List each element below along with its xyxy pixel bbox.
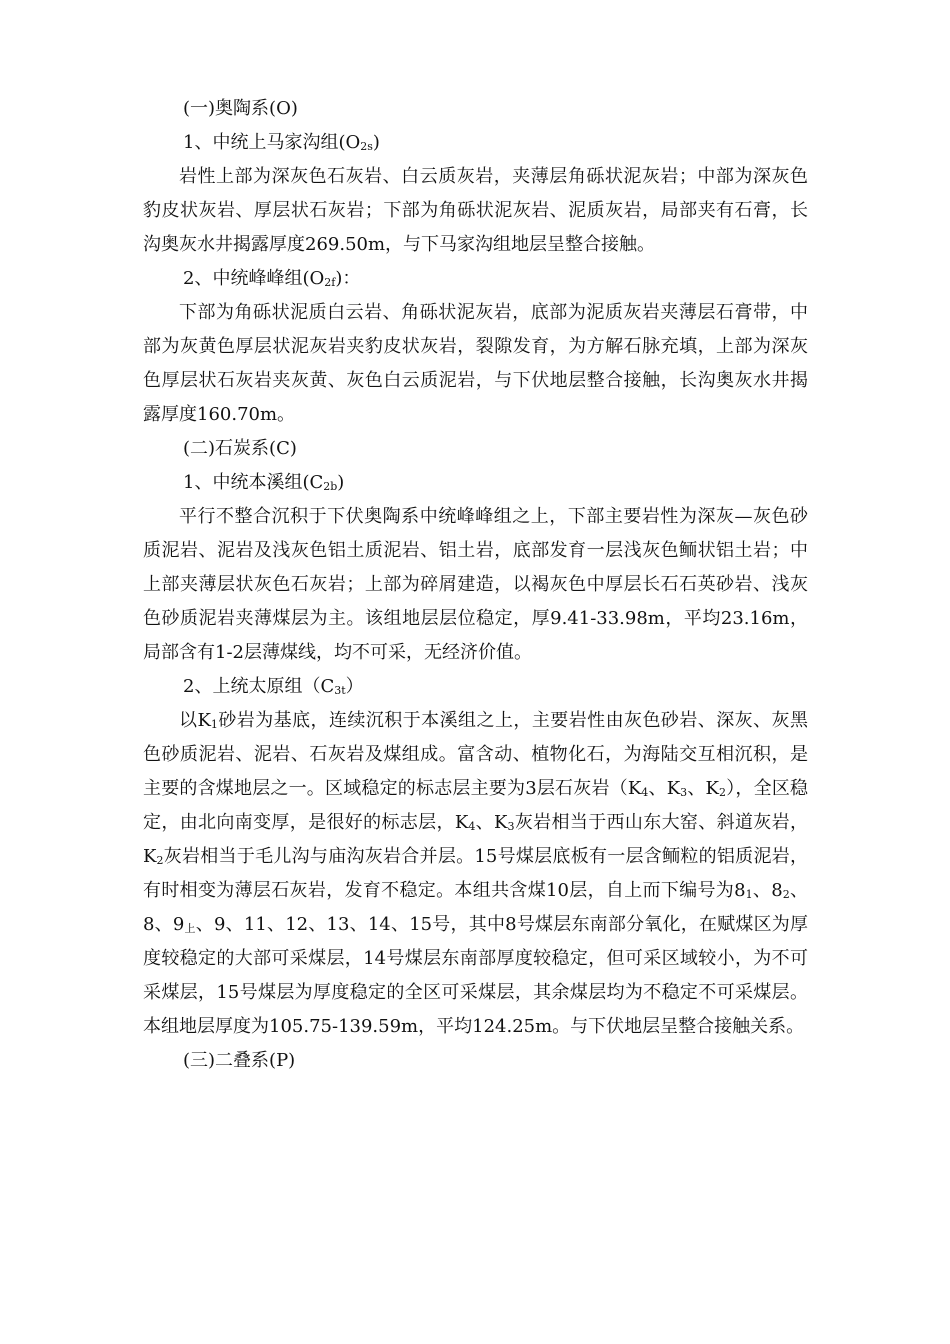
- subscript: 4: [641, 786, 649, 799]
- paragraph-benxi: 平行不整合沉积于下伏奥陶系中统峰峰组之上，下部主要岩性为深灰—灰色砂质泥岩、泥岩及浅灰色铝土质泥岩、铝土岩，底部发育一层浅灰色鲕状铝土岩；中上部夹薄层状灰色石灰岩；上部为碎屑建造，以褐灰色中厚层长石石英砂岩、浅灰色砂质泥岩夹薄煤层为主。该组地层层位稳定，厚9.41-33.98m，平均23.16m，局部含有1-2层薄煤线，均不可采，无经济价值。: [143, 506, 808, 663]
- heading-ordovician: (一)奥陶系(O): [183, 98, 298, 119]
- text-run: 、K: [648, 778, 681, 799]
- heading-text: 1、中统本溪组(C: [183, 472, 324, 493]
- text-run: 、8: [752, 880, 783, 901]
- subscript: 1: [745, 888, 753, 901]
- subscript: 4: [468, 820, 476, 833]
- subscript: 2b: [323, 480, 338, 493]
- subscript: 2: [156, 854, 164, 867]
- heading-carboniferous: (二)石炭系(C): [183, 438, 297, 459]
- text-run: 、K: [687, 778, 720, 799]
- text-run: 以K: [179, 710, 211, 731]
- paragraph-upper-majiagou: 岩性上部为深灰色石灰岩、白云质灰岩，夹薄层角砾状泥灰岩；中部为深灰色豹皮状灰岩、厚层状石灰岩；下部为角砾状泥灰岩、泥质灰岩，局部夹有石膏，长沟奥灰水井揭露厚度269.50m，与下马家沟组地层呈整合接触。: [143, 166, 808, 255]
- heading-text: )：: [335, 268, 361, 289]
- heading-fengfeng: [143, 262, 808, 296]
- subscript: 3t: [334, 684, 346, 697]
- text-run: 、8、9: [143, 880, 809, 935]
- subscript: 2f: [324, 276, 336, 289]
- text-run: 、9、11、12、13、14、15号，其中8号煤层东南部分氧化，在赋煤区为厚度较稳定的大部可采煤层，14号煤层东南部厚度较稳定，但可采区域较小，为不可采煤层，15号煤层为厚度稳定的全区可采煤层，其余煤层均为不稳定不可采煤层。本组地层厚度为105.75-139.59m，平均124.25m。与下伏地层呈整合接触关系。: [143, 914, 809, 1037]
- subscript: 2s: [360, 140, 373, 153]
- subscript: 1: [210, 718, 218, 731]
- text-run: ），全区稳定，由北向南变厚，是很好的标志层，K: [143, 778, 809, 833]
- subscript: 3: [507, 820, 515, 833]
- subscript: 2: [719, 786, 727, 799]
- heading-benxi: [143, 466, 808, 500]
- text-run: 灰岩相当于西山东大窑、斜道灰岩，K: [143, 812, 808, 867]
- subscript: 上: [184, 922, 196, 935]
- text-run: 灰岩相当于毛儿沟与庙沟灰岩合并层。15号煤层底板有一层含鲕粒的铝质泥岩，有时相变为薄层石灰岩，发育不稳定。本组共含煤10层，自上而下编号为8: [143, 846, 808, 901]
- heading-taiyuan: [143, 670, 808, 704]
- heading-text: ): [372, 132, 380, 153]
- heading-text: ): [337, 472, 345, 493]
- heading-upper-majiagou: [143, 126, 808, 160]
- paragraph-taiyuan: [143, 704, 808, 1044]
- paragraph-fengfeng: 下部为角砾状泥质白云岩、角砾状泥灰岩，底部为泥质灰岩夹薄层石膏带，中部为灰黄色厚层状泥灰岩夹豹皮状灰岩，裂隙发育，为方解石脉充填，上部为深灰色厚层状石灰岩夹灰黄、灰色白云质泥岩，与下伏地层整合接触，长沟奥灰水井揭露厚度160.70m。: [143, 302, 808, 425]
- subscript: 3: [680, 786, 688, 799]
- heading-text: ）: [345, 676, 364, 697]
- heading-permian: (三)二叠系(P): [183, 1050, 296, 1071]
- heading-text: 2、中统峰峰组(O: [183, 268, 325, 289]
- heading-text: 2、上统太原组（C: [183, 676, 335, 697]
- heading-text: 1、中统上马家沟组(O: [183, 132, 361, 153]
- subscript: 2: [782, 888, 790, 901]
- text-run: 、K: [475, 812, 508, 833]
- text-run: 砂岩为基底，连续沉积于本溪组之上，主要岩性由灰色砂岩、深灰、灰黑色砂质泥岩、泥岩、石灰岩及煤组成。富含动、植物化石，为海陆交互相沉积，是主要的含煤地层之一。区域稳定的标志层主要为3层石灰岩（K: [143, 710, 808, 799]
- document-page: [143, 92, 808, 1078]
